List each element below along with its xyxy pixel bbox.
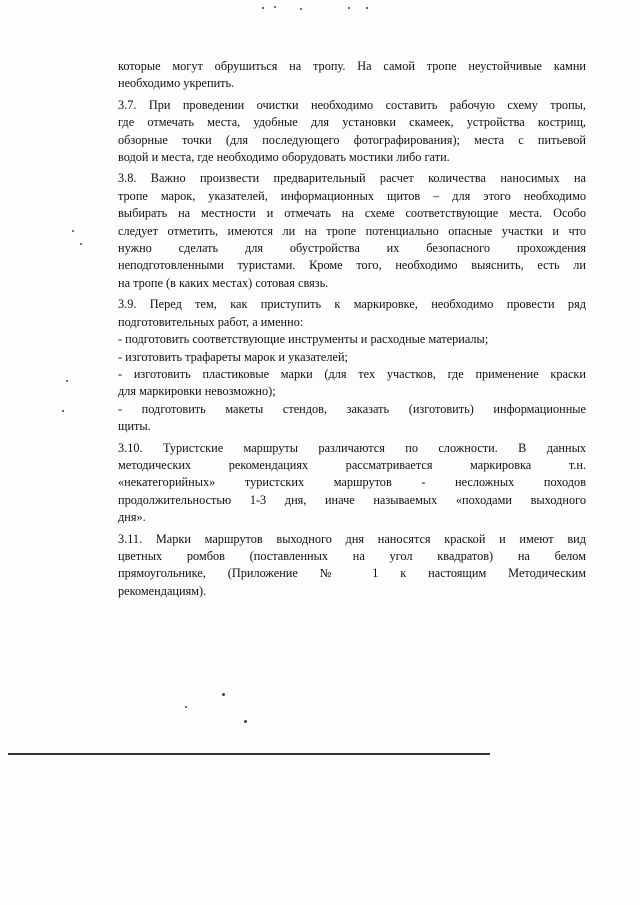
- scan-specks-top: [262, 6, 382, 10]
- scan-speck: [300, 8, 302, 10]
- text-line: нужно сделать для обустройства их безопасного прохождения: [118, 241, 586, 256]
- text-line: которые могут обрушиться на тропу. На самой тропе неустойчивые камни: [118, 59, 586, 73]
- scan-speck: [274, 6, 276, 8]
- scan-speck: [72, 230, 74, 232]
- text-line: необходимо укрепить.: [118, 76, 235, 91]
- text-line: прямоугольнике, (Приложение № 1 к настоящим Методическим: [118, 566, 586, 581]
- scan-speck: [66, 380, 68, 382]
- text-line: «некатегорийных» туристских маршрутов - несложных походов: [118, 475, 586, 490]
- scan-speck: [80, 243, 82, 245]
- scan-speck: [262, 7, 264, 9]
- text-line: 3.7. При проведении очистки необходимо составить рабочую схему тропы,: [118, 97, 586, 112]
- scan-speck: [348, 7, 350, 9]
- text-line: дня».: [118, 510, 146, 525]
- text-line: 3.9. Перед тем, как приступить к маркировке, необходимо провести ряд: [118, 297, 586, 312]
- text-line: тропе марок, указателей, информационных щитов – для этого необходимо: [118, 188, 586, 203]
- footer-rule: [8, 753, 490, 755]
- text-line: для маркировки невозможно);: [118, 384, 276, 399]
- text-line: цветных ромбов (поставленных на угол квадратов) на белом: [118, 548, 586, 563]
- text-line: - изготовить пластиковые марки (для тех участков, где применение краски: [118, 366, 586, 381]
- text-line: 3.8. Важно произвести предварительный расчет количества наносимых на: [118, 171, 586, 186]
- text-line: - подготовить соответствующие инструменты и расходные материалы;: [118, 332, 489, 347]
- text-line: следует отметить, имеются ли на тропе потенциально опасные участки и что: [118, 223, 586, 238]
- text-line: методических рекомендациях рассматривается маркировка т.н.: [118, 457, 586, 472]
- text-line: 3.10. Туристские маршруты различаются по сложности. В данных: [118, 440, 586, 455]
- text-line: на тропе (в каких местах) сотовая связь.: [118, 275, 329, 290]
- scan-speck: [366, 7, 368, 9]
- text-line: где отмечать места, удобные для установки скамеек, устройства кострищ,: [118, 115, 586, 130]
- text-line: продолжительностью 1-3 дня, иначе называемых «походами выходного: [118, 492, 586, 507]
- text-line: выбирать на местности и отмечать на схеме соответствующие места. Особо: [118, 206, 586, 221]
- text-line: рекомендациям).: [118, 583, 207, 598]
- scan-speck: [222, 693, 225, 696]
- text-line: обзорные точки (для последующего фотографирования); места с питьевой: [118, 132, 586, 147]
- text-line: - подготовить макеты стендов, заказать (изготовить) информационные: [118, 401, 586, 416]
- text-line: 3.11. Марки маршрутов выходного дня наносятся краской и имеют вид: [118, 531, 586, 546]
- text-line: неподготовленными туристами. Кроме того, необходимо выяснить, есть ли: [118, 258, 586, 273]
- text-line: подготовительных работ, а именно:: [118, 314, 304, 329]
- text-line: щиты.: [118, 419, 151, 434]
- scan-speck: [185, 706, 187, 708]
- text-line: - изготовить трафареты марок и указателей;: [118, 349, 348, 364]
- document-body: [118, 58, 586, 600]
- text-line: водой и места, где необходимо оборудовать мостики либо гати.: [118, 150, 450, 165]
- scan-speck: [62, 410, 64, 412]
- scan-speck: [244, 720, 247, 723]
